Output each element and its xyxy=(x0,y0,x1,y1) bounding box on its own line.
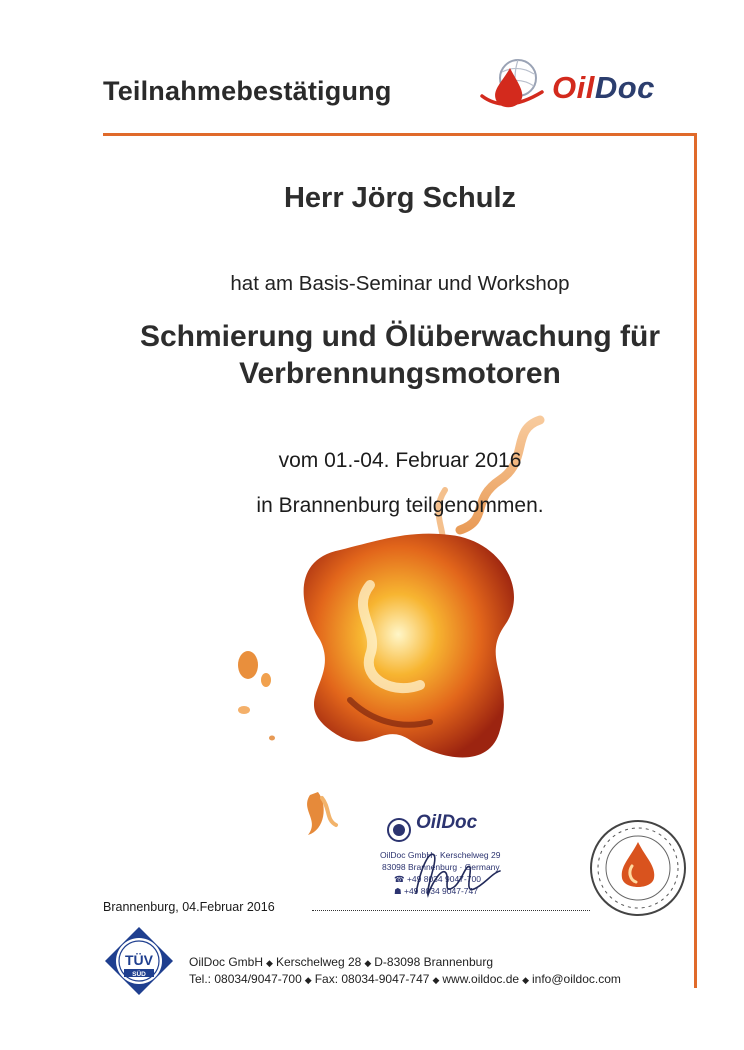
seminar-title-line-1: Schmierung und Ölüberwachung für xyxy=(139,320,661,353)
seminar-title xyxy=(103,318,697,392)
seminar-title-line-2: Verbrennungsmotoren xyxy=(239,357,561,390)
location-line: in Brannenburg teilgenommen. xyxy=(256,494,544,517)
footer-address: OilDoc GmbH ◆ Kerschelweg 28 ◆ D-83098 Brannenburg xyxy=(189,955,494,969)
top-orange-rule xyxy=(103,133,697,136)
sud-label: SÜD xyxy=(132,971,146,978)
tuv-sud-badge-icon xyxy=(103,925,175,997)
footer-contact: Tel.: 08034/9047-700 ◆ Fax: 08034-9047-747 ◆ www.oildoc.de ◆ info@oildoc.com xyxy=(189,972,621,986)
diamond-separator-icon: ◆ xyxy=(266,958,273,968)
stamp-brand: OilDoc xyxy=(416,812,478,833)
place-and-date: Brannenburg, 04.Februar 2016 xyxy=(103,900,275,914)
diamond-separator-icon: ◆ xyxy=(432,975,440,985)
document-title: Teilnahmebestätigung xyxy=(103,76,392,106)
tuv-label: TÜV xyxy=(125,952,153,968)
diamond-separator-icon: ◆ xyxy=(304,975,312,985)
recipient-name: Herr Jörg Schulz xyxy=(283,182,517,214)
company-stamp xyxy=(378,812,513,910)
oildoc-logo-icon xyxy=(478,56,548,114)
stamp-emblem-icon xyxy=(386,817,412,843)
oil-flame-illustration xyxy=(230,410,590,860)
round-seal-icon xyxy=(588,818,688,918)
brand-name: OilDoc xyxy=(552,70,655,105)
diamond-separator-icon: ◆ xyxy=(364,958,372,968)
footer-website-link[interactable]: www.oildoc.de xyxy=(442,972,520,986)
right-orange-rule xyxy=(694,133,697,988)
stamp-address: OilDoc GmbH · Kerschelweg 29 83098 Brannenburg · Germany ☎ +49 8034 9047-700 ☗ +49 8034 9047-747 xyxy=(380,850,501,896)
footer-email-link[interactable]: info@oildoc.com xyxy=(532,972,621,986)
signature-line xyxy=(312,910,590,911)
intro-text: hat am Basis-Seminar und Workshop xyxy=(230,272,570,295)
diamond-separator-icon: ◆ xyxy=(522,975,529,985)
date-range: vom 01.-04. Februar 2016 xyxy=(278,449,522,472)
handwritten-signature xyxy=(408,843,508,907)
